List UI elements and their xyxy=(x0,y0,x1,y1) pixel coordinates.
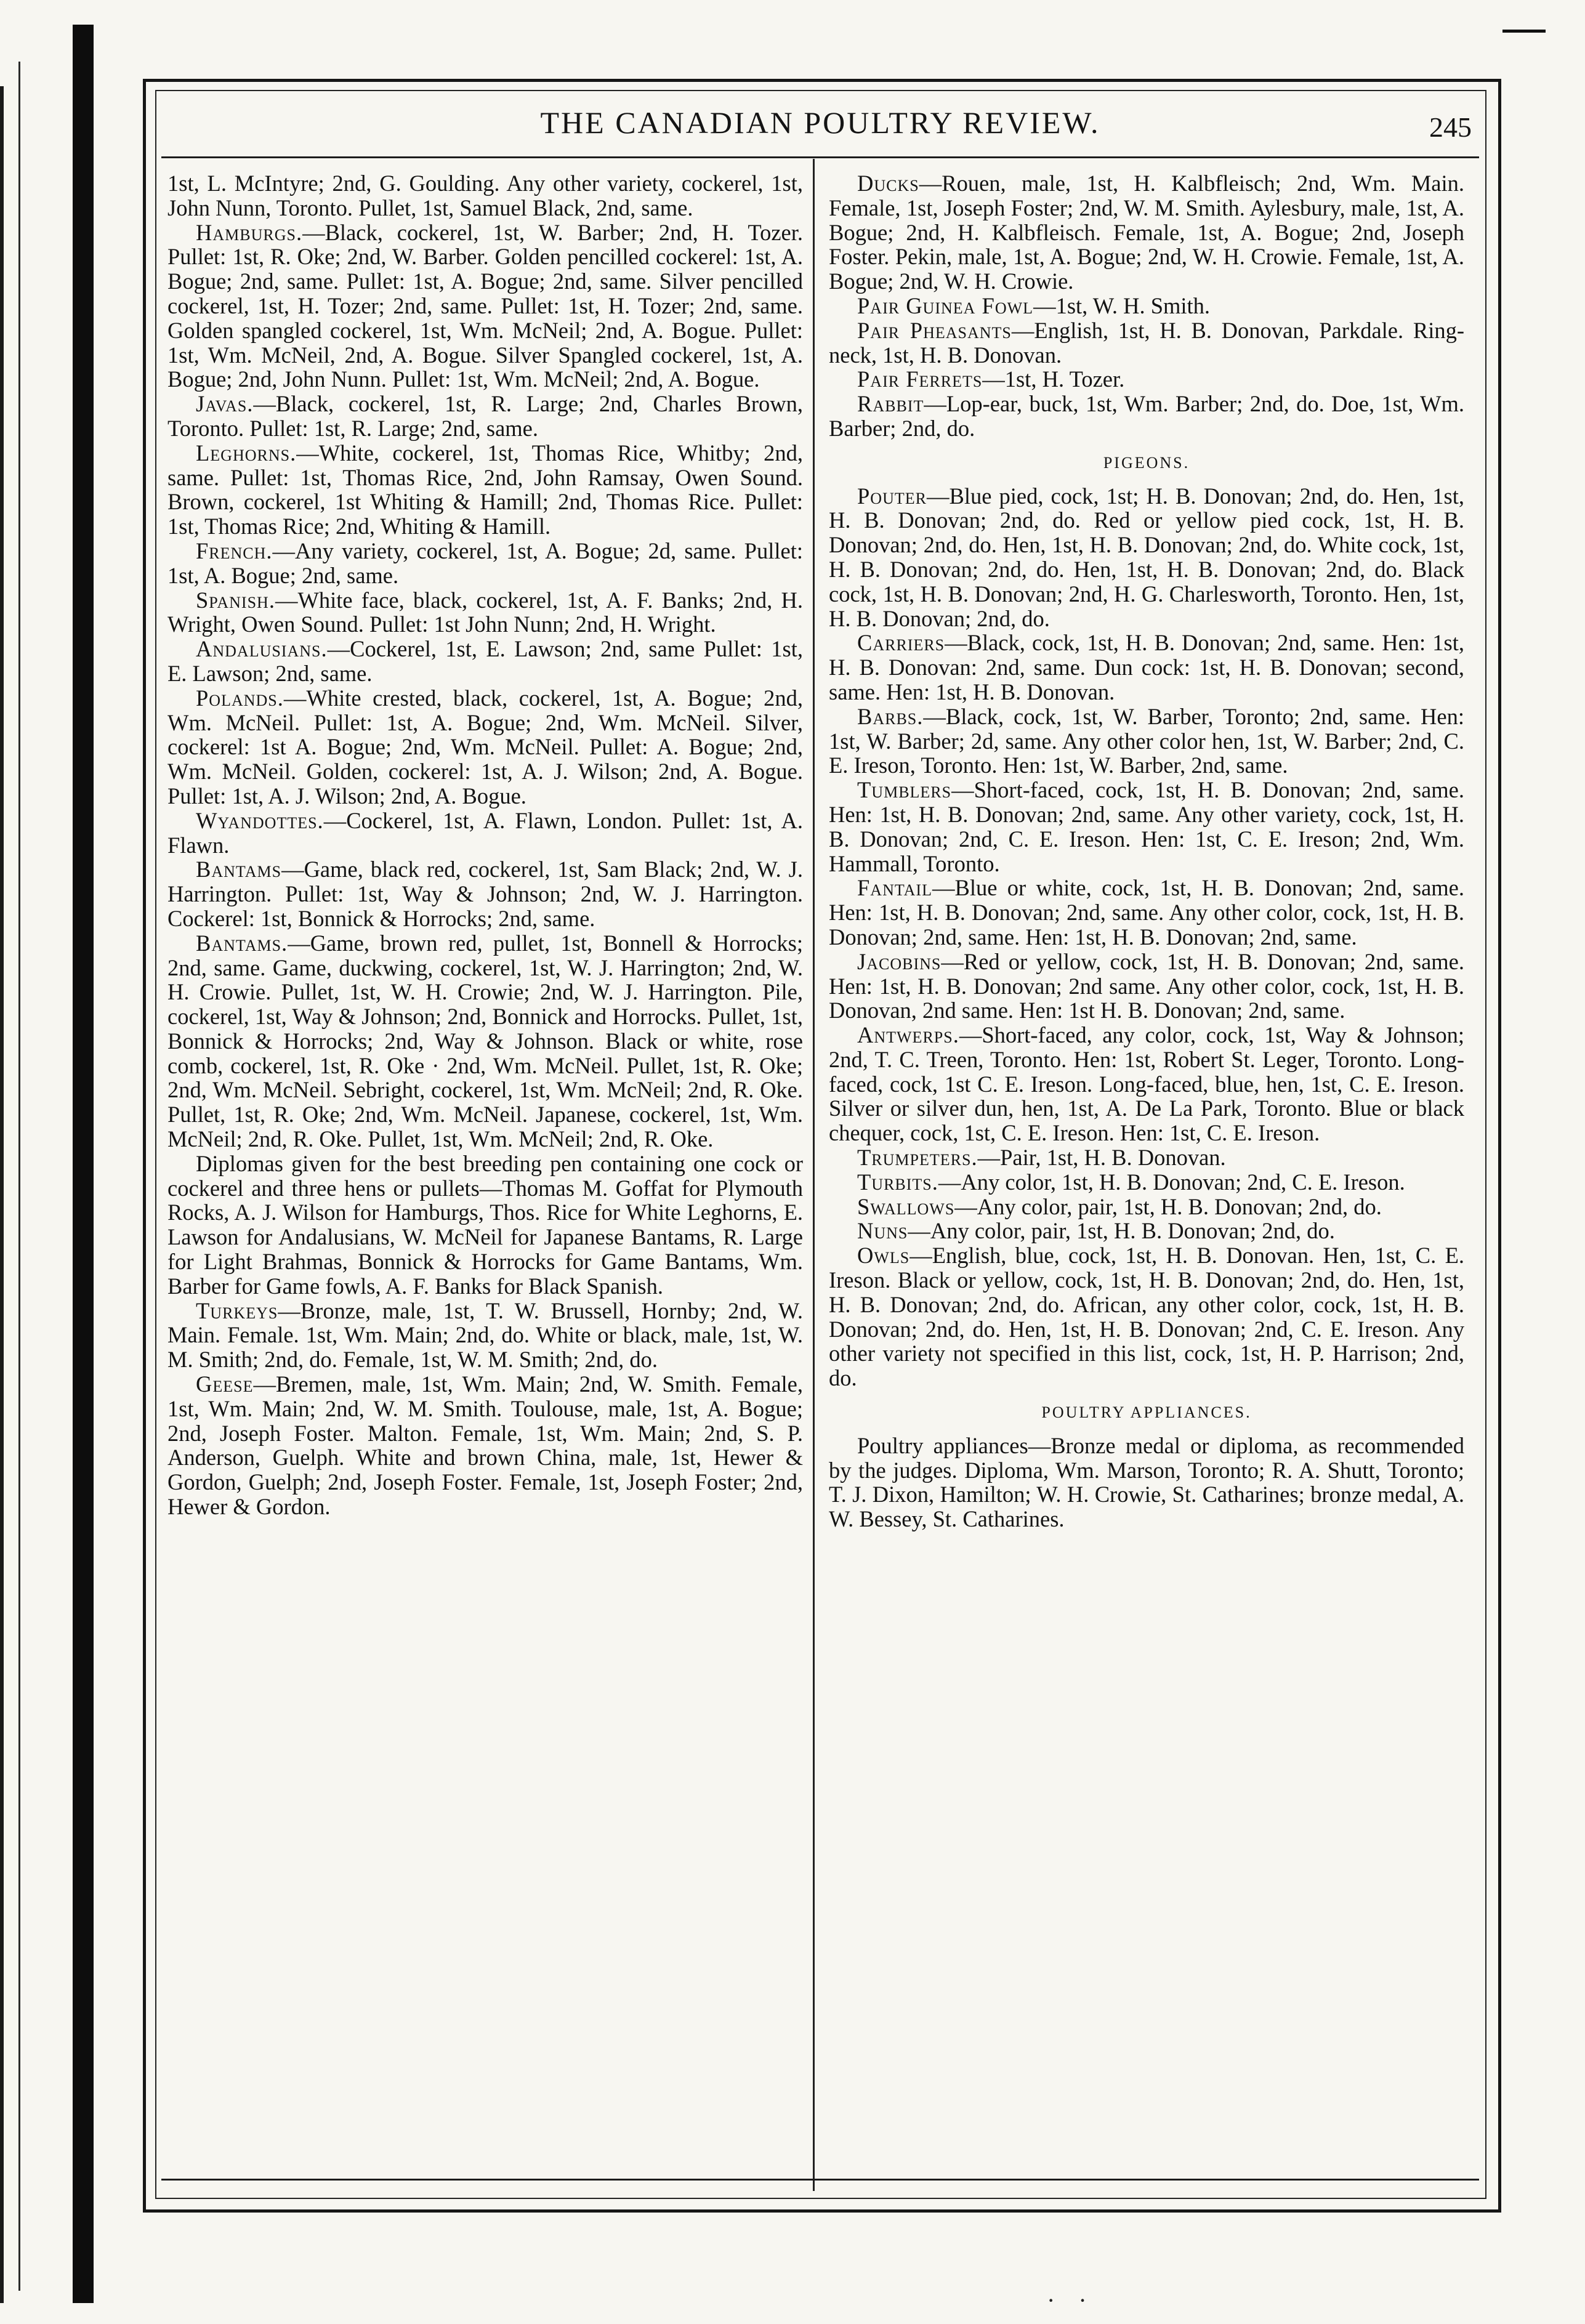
entry-text: —Cockerel, 1st, A. Flawn, London. Pullet: 1st, A. Flawn. xyxy=(167,807,803,858)
entry-heading: Pair Guinea Fowl xyxy=(857,293,1034,318)
entry-heading: Bantams xyxy=(196,857,282,882)
entry-paragraph xyxy=(829,1243,1464,1390)
entry-paragraph xyxy=(829,1145,1464,1170)
entry-paragraph xyxy=(829,631,1464,704)
entry-heading: Fantail xyxy=(857,875,932,901)
entry-paragraph xyxy=(167,588,803,637)
entry-paragraph xyxy=(829,1219,1464,1243)
entry-heading: Leghorns. xyxy=(196,440,297,466)
entry-text: —Game, brown red, pullet, 1st, Bonnell & Horrocks; 2nd, same. Game, duckwing, cockerel, 1st, W. J. Harrington; 2nd, W. H. Crowie. Pullet, 1st, W. H. Crowie; 2nd, W. J. Harrington. Pile, cockerel, 1st, Way & Johnson; 2nd, Bonnick and Horrocks. Pullet, 1st, Bonnick & Horrocks; 2nd, Way & Johnson. Black or white, rose comb, cockerel, 1st, R. Oke · 2nd, Wm. McNeil. Pullet, 1st, R. Oke; 2nd, Wm. McNeil. Sebright, cockerel, 1st, Wm. McNeil; 2nd, R. Oke. Pullet, 1st, R. Oke; 2nd, Wm. McNeil. Japanese, cockerel, 1st, Wm. McNeil; 2nd, R. Oke. Pullet, 1st, Wm. McNeil; 2nd, R. Oke. xyxy=(167,930,803,1152)
entry-text: —Bremen, male, 1st, Wm. Main; 2nd, W. Smith. Female, 1st, Wm. Main; 2nd, W. M. Smith. Toulouse, male, 1st, A. Bogue; 2nd, Joseph Foster. Malton. Female, 1st, Wm. Main; 2nd, S. P. Anderson, Guelph. White and brown China, male, 1st, Hewer & Gordon, Guelph; 2nd, Joseph Foster. Female, 1st, Joseph Foster; 2nd, Hewer & Gordon. xyxy=(167,1371,803,1520)
entry-heading: Javas. xyxy=(196,391,254,417)
entry-text: —Any color, 1st, H. B. Donovan; 2nd, C. E. Ireson. xyxy=(938,1169,1405,1195)
entry-paragraph xyxy=(167,539,803,588)
entry-paragraph xyxy=(167,392,803,441)
appliances-heading: POULTRY APPLIANCES. xyxy=(1041,1403,1252,1422)
appliances-section xyxy=(829,1434,1464,1531)
entry-heading: Pair Ferrets xyxy=(857,366,983,392)
entry-text: —Black, cock, 1st, H. B. Donovan; 2nd, same. Hen: 1st, H. B. Donovan: 2nd, same. Dun cock: 1st, H. B. Donovan; second, same. Hen: 1st, H. B. Donovan. xyxy=(829,630,1464,704)
entry-heading: Wyandottes. xyxy=(196,807,324,833)
entry-paragraph xyxy=(829,318,1464,368)
left-column xyxy=(167,171,803,1519)
entry-paragraph xyxy=(167,931,803,1152)
entry-heading: Antwerps. xyxy=(857,1022,959,1048)
entry-heading: Hamburgs. xyxy=(196,219,303,245)
entry-paragraph xyxy=(829,1195,1464,1219)
entry-heading: Pouter xyxy=(857,483,927,509)
entry-text: —Black, cock, 1st, W. Barber, Toronto; 2nd, same. Hen: 1st, W. Barber; 2d, same. Any other color hen, 1st, W. Barber; 2nd, C. E. Ireson, Toronto. Hen: 1st, W. Barber, 2nd, same. xyxy=(829,703,1464,778)
entry-paragraph xyxy=(167,686,803,809)
entry-paragraph xyxy=(167,857,803,930)
entry-heading: Rabbit xyxy=(857,391,924,417)
entry-heading: Owls xyxy=(857,1243,910,1269)
entry-text: 1st, L. McIntyre; 2nd, G. Goulding. Any other variety, cockerel, 1st, John Nunn, Toronto. Pullet, 1st, Samuel Black, 2nd, same. xyxy=(167,171,803,220)
entry-text: —Bronze, male, 1st, T. W. Brussell, Hornby; 2nd, W. Main. Female. 1st, Wm. Main; 2nd, do. White or black, male, 1st, W. M. Smith; 2nd, do. Female, 1st, W. M. Smith; 2nd, do. xyxy=(167,1297,803,1373)
binding-edge xyxy=(0,86,4,2303)
entry-heading: Spanish. xyxy=(196,587,275,613)
footer-rule xyxy=(161,2179,1479,2181)
entry-paragraph xyxy=(829,1170,1464,1195)
entry-paragraph xyxy=(167,441,803,539)
entry-text: —Any color, pair, 1st, H. B. Donovan; 2nd, do. xyxy=(954,1193,1382,1219)
entry-paragraph xyxy=(167,637,803,686)
scan-mark xyxy=(1502,30,1546,33)
entry-heading: Turkeys xyxy=(196,1297,278,1323)
entry-text: —White crested, black, cockerel, 1st, A. Bogue; 2nd, Wm. McNeil. Pullet: 1st, A. Bogue; 2nd, Wm. McNeil. Silver, cockerel: 1st A. Bogue; 2nd, Wm. McNeil. Pullet: A. Bogue; 2nd, Wm. McNeil. Golden, cockerel: 1st, A. J. Wilson; 2nd, A. Bogue. Pullet: 1st, A. J. Wilson; 2nd, A. Bogue. xyxy=(167,685,803,809)
right-column xyxy=(829,171,1464,1531)
entry-text: —Game, black red, cockerel, 1st, Sam Black; 2nd, W. J. Harrington. Pullet: 1st, Way & Johnson; 2nd, W. J. Harrington. Cockerel: 1st, Bonnick & Horrocks; 2nd, same. xyxy=(167,857,803,931)
entry-heading: Ducks xyxy=(857,171,919,196)
entry-paragraph xyxy=(829,778,1464,876)
entry-text: —1st, H. Tozer. xyxy=(982,366,1125,392)
entry-text: —Lop-ear, buck, 1st, Wm. Barber; 2nd, do. Doe, 1st, Wm. Barber; 2nd, do. xyxy=(829,391,1464,441)
entry-paragraph xyxy=(167,171,803,220)
entry-text: —Cockerel, 1st, E. Lawson; 2nd, same Pullet: 1st, E. Lawson; 2nd, same. xyxy=(167,636,803,686)
entry-heading: Pair Pheasants xyxy=(857,317,1012,343)
entry-heading: Bantams. xyxy=(196,930,288,956)
entry-heading: Geese xyxy=(196,1371,254,1397)
entry-paragraph xyxy=(167,809,803,858)
page-number: 245 xyxy=(1429,111,1472,143)
entry-heading: Andalusians. xyxy=(196,636,328,662)
entry-heading: Barbs. xyxy=(857,703,924,729)
entry-paragraph xyxy=(829,392,1464,441)
entry-text: —Black, cockerel, 1st, R. Large; 2nd, Charles Brown, Toronto. Pullet: 1st, R. Large; 2nd, same. xyxy=(167,391,803,441)
entry-text: —Blue or white, cock, 1st, H. B. Donovan; 2nd, same. Hen: 1st, H. B. Donovan; 2nd, same. Any other color, cock, 1st, H. B. Donovan; 2nd, same. Hen: 1st, H. B. Donovan; 2nd, same. xyxy=(829,875,1464,950)
page-bottom-specks: · · xyxy=(1047,2286,1095,2314)
entry-text: —White face, black, cockerel, 1st, A. F. Banks; 2nd, H. Wright, Owen Sound. Pullet: 1st John Nunn; 2nd, H. Wright. xyxy=(167,587,803,637)
entry-paragraph xyxy=(167,1372,803,1519)
entry-text: —Blue pied, cock, 1st; H. B. Donovan; 2nd, do. Hen, 1st, H. B. Donovan; 2nd, do. Red or yellow pied cock, 1st, H. B. Donovan; 2nd, do. Hen, 1st, H. B. Donovan; 2nd, do. White cock, 1st, H. B. Donovan; 2nd, do. Hen, 1st, H. B. Donovan; 2nd, do. Black cock, 1st, H. B. Donovan; 2nd, H. G. Charlesworth, Toronto. Hen, 1st, H. B. Donovan; 2nd, do. xyxy=(829,483,1464,631)
entry-paragraph xyxy=(829,704,1464,778)
entry-heading: Jacobins xyxy=(857,948,942,974)
binding-edge-line xyxy=(18,62,20,2291)
binding-bar xyxy=(73,25,94,2303)
entry-paragraph xyxy=(167,220,803,392)
page-header xyxy=(161,99,1479,151)
entry-paragraph xyxy=(829,171,1464,294)
running-title: THE CANADIAN POULTRY REVIEW. xyxy=(540,105,1100,140)
right-column-top-section xyxy=(829,171,1464,441)
entry-text: —Short-faced, any color, cock, 1st, Way & Johnson; 2nd, T. C. Treen, Toronto. Hen: 1st, Robert St. Leger, Toronto. Long-faced, cock, 1st C. E. Ireson. Long-faced, blue, hen, 1st, C. E. Ireson. Silver or silver dun, hen, 1st, A. De La Park, Toronto. Blue or black chequer, cock, 1st, C. E. Ireson. Hen: 1st, C. E. Ireson. xyxy=(829,1022,1464,1146)
entry-paragraph xyxy=(829,950,1464,1023)
entry-text: —Short-faced, cock, 1st, H. B. Donovan; 2nd, same. Hen: 1st, H. B. Donovan; 2nd, same. Any other variety, cock, 1st, H. B. Donovan; 2nd, C. E. Ireson. Hen: 1st, C. E. Ireson; 2nd, Wm. Hammall, Toronto. xyxy=(829,777,1464,876)
entry-text: —Any variety, cockerel, 1st, A. Bogue; 2d, same. Pullet: 1st, A. Bogue; 2nd, same. xyxy=(167,538,803,588)
entry-text: Diplomas given for the best breeding pen containing one cock or cockerel and three hens or pullets—Thomas M. Goffat for Plymouth Rocks, A. J. Wilson for Hamburgs, Thos. Rice for White Leghorns, E. Lawson for Andalusians, W. McNeil for Japanese Bantams, R. Large for Light Brahmas, Bonnick & Horrocks for Game Bantams, Wm. Barber for Game fowls, A. F. Banks for Black Spanish. xyxy=(167,1150,803,1299)
entry-paragraph xyxy=(829,294,1464,318)
entry-text: —White, cockerel, 1st, Thomas Rice, Whitby; 2nd, same. Pullet: 1st, Thomas Rice, 2nd, John Ramsay, Owen Sound. Brown, cockerel, 1st Whiting & Hamill; 2nd, Thomas Rice. Pullet: 1st, Thomas Rice; 2nd, Whiting & Hamill. xyxy=(167,440,803,539)
entry-heading: Tumblers xyxy=(857,777,952,803)
entry-text: —Black, cockerel, 1st, W. Barber; 2nd, H. Tozer. Pullet: 1st, R. Oke; 2nd, W. Barber. Golden pencilled cockerel: 1st, A. Bogue; 2nd, same. Pullet: 1st, A. Bogue; 2nd, same. Silver pencilled cockerel, 1st, H. Tozer; 2nd, same. Pullet: 1st, H. Tozer; 2nd, same. Golden spangled cockerel, 1st, Wm. McNeil; 2nd, A. Bogue. Pullet: 1st, Wm. McNeil, 2nd, A. Bogue. Silver Spangled cockerel, 1st, A. Bogue; 2nd, John Nunn. Pullet: 1st, Wm. McNeil; 2nd, A. Bogue. xyxy=(167,219,803,392)
entry-heading: Carriers xyxy=(857,630,945,656)
entry-paragraph xyxy=(829,1023,1464,1145)
entry-paragraph xyxy=(167,1152,803,1299)
entry-text: —Rouen, male, 1st, H. Kalbfleisch; 2nd, Wm. Main. Female, 1st, Joseph Foster; 2nd, W. M. Smith. Aylesbury, male, 1st, A. Bogue; 2nd, H. Kalbfleisch. Female, 1st, A. Bogue; 2nd, Joseph Foster. Pekin, male, 1st, A. Bogue; 2nd, W. H. Crowie. Female, 1st, A. Bogue; 2nd, W. H. Crowie. xyxy=(829,171,1464,294)
entry-text: —English, 1st, H. B. Donovan, Parkdale. Ring-neck, 1st, H. B. Donovan. xyxy=(829,317,1465,368)
pigeons-heading: PIGEONS. xyxy=(1103,453,1190,472)
entry-paragraph xyxy=(829,484,1464,631)
entry-heading: Swallows xyxy=(857,1193,955,1219)
entry-paragraph xyxy=(167,1299,803,1372)
entry-paragraph xyxy=(829,1434,1464,1531)
entry-text: —English, blue, cock, 1st, H. B. Donovan. Hen, 1st, C. E. Ireson. Black or yellow, cock, 1st, H. B. Donovan; 2nd, do. Hen, 1st, H. B. Donovan; 2nd, do. African, any other color, cock, 1st, H. B. Donovan; 2nd, do. Hen, 1st, H. B. Donovan; 2nd, C. E. Ireson. Any other variety not specified in this list, cock, 1st, H. P. Harrison; 2nd, do. xyxy=(829,1243,1464,1391)
column-divider xyxy=(813,159,815,2191)
entry-heading: Turbits. xyxy=(857,1169,938,1195)
pigeons-section xyxy=(829,484,1464,1390)
entry-text: Poultry appliances—Bronze medal or diploma, as recommended by the judges. Diploma, Wm. Marson, Toronto; R. A. Shutt, Toronto; T. J. Dixon, Hamilton; W. H. Crowie, St. Catharines; bronze medal, A. W. Bessey, St. Catharines. xyxy=(829,1432,1464,1532)
entry-heading: Nuns xyxy=(857,1218,908,1244)
entry-text: —Red or yellow, cock, 1st, H. B. Donovan; 2nd, same. Hen: 1st, H. B. Donovan; 2nd same. Any other color, cock, 1st, H. B. Donovan, 2nd same. Hen: 1st H. B. Donovan; 2nd, same. xyxy=(829,948,1464,1023)
entry-paragraph xyxy=(829,367,1464,392)
header-rule xyxy=(161,156,1479,158)
entry-text: —Any color, pair, 1st, H. B. Donovan; 2nd, do. xyxy=(908,1218,1335,1244)
entry-text: —Pair, 1st, H. B. Donovan. xyxy=(977,1145,1226,1171)
entry-paragraph xyxy=(829,876,1464,949)
entry-text: —1st, W. H. Smith. xyxy=(1033,293,1211,318)
entry-heading: French. xyxy=(196,538,273,563)
entry-heading: Polands. xyxy=(196,685,284,711)
entry-heading: Trumpeters. xyxy=(857,1145,978,1171)
